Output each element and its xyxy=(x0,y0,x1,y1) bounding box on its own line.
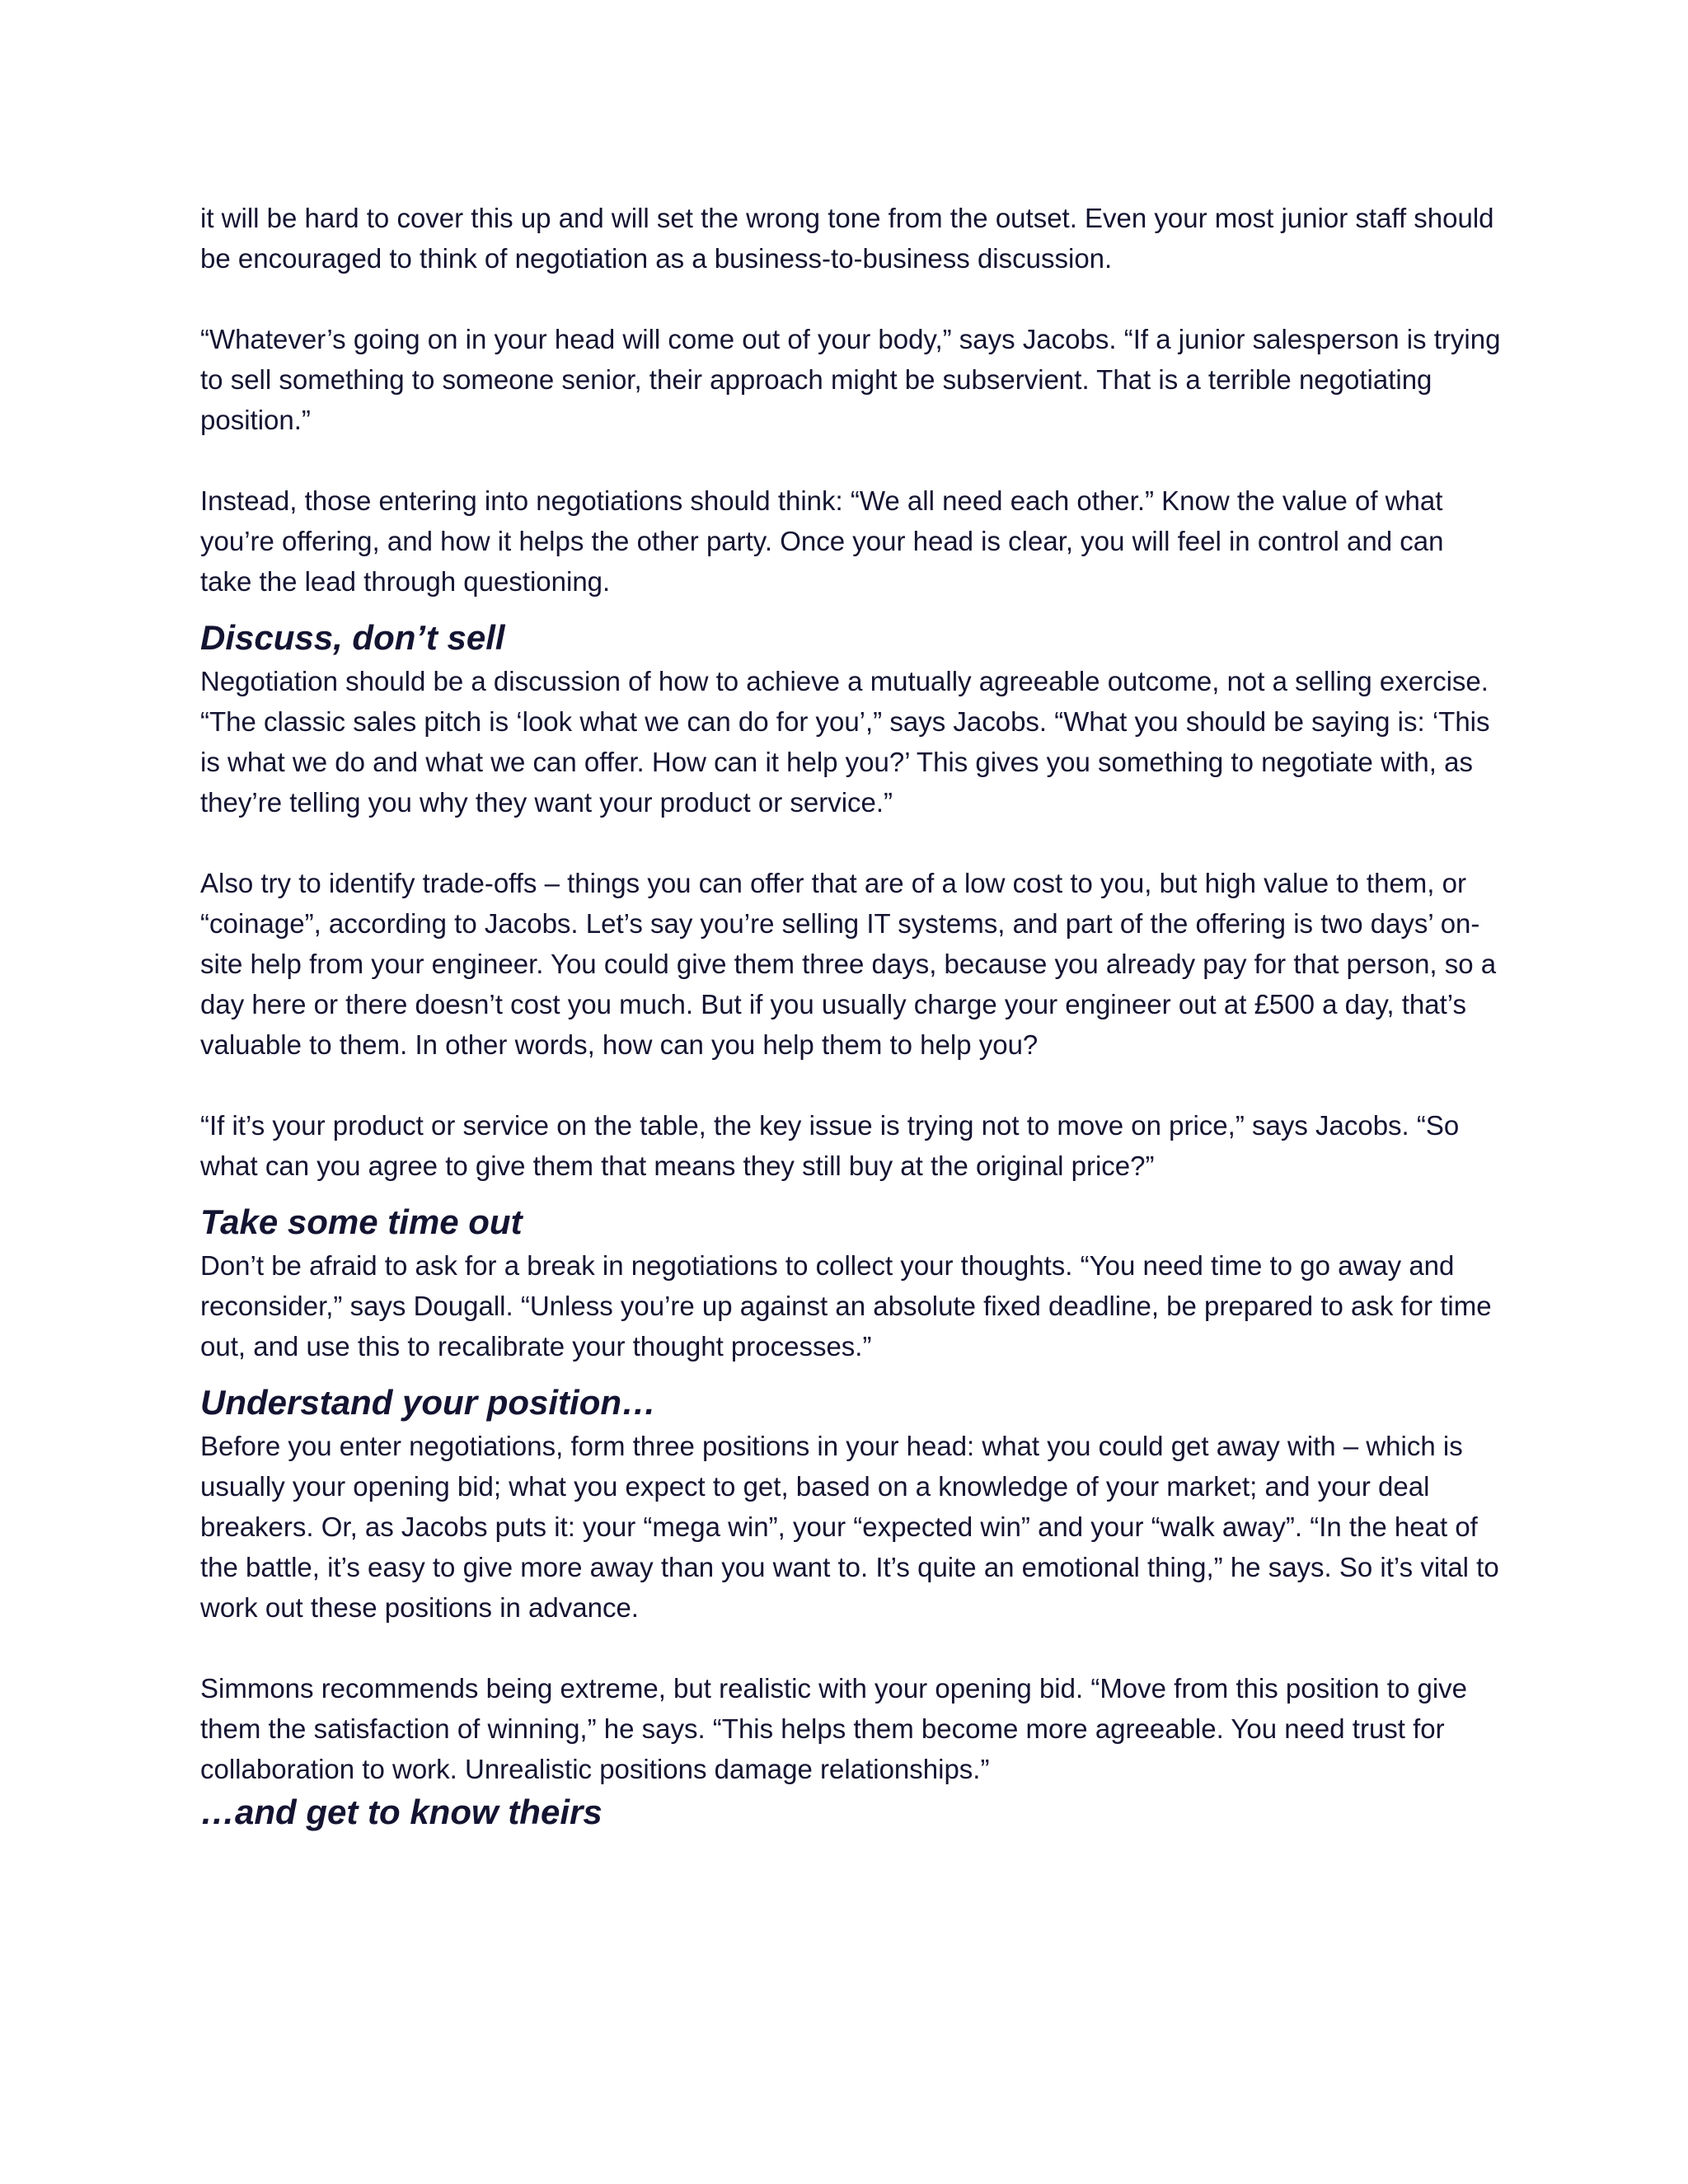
paragraph-break: Don’t be afraid to ask for a break in negotiations to collect your thoughts. “You need time to go away and reconsider,” says Dougall. “Unless you’re up against an absolute fixed deadline, be prepared to ask for time out, and use this to recalibrate your thought processes.” xyxy=(200,1250,1492,1361)
paragraph-jacobs-quote: “Whatever’s going on in your head will come out of your body,” says Jacobs. “If a junior salesperson is trying to sell something to someone senior, their approach might be subservient. That is a terrible negotiating position.” xyxy=(200,324,1501,435)
paragraph-trade-offs: Also try to identify trade-offs – things you can offer that are of a low cost to you, but high value to them, or “coinage”, according to Jacobs. Let’s say you’re selling IT systems, and part of the offering is two days’ on-site help from your engineer. You could give them three days, because you already pay for that person, so a day here or there doesn’t cost you much. But if you usually charge your engineer out at £500 a day, that’s valuable to them. In other words, how can you help them to help you? xyxy=(200,868,1497,1060)
heading-understand-position: Understand your position… xyxy=(200,1383,657,1422)
heading-take-time-out: Take some time out xyxy=(200,1202,523,1241)
paragraph-opening-bid: Simmons recommends being extreme, but realistic with your opening bid. “Move from this position to give them the satisfaction of winning,” he says. “This helps them become more agreeable. You need trust for collaboration to work. Unrealistic positions damage relationships.” xyxy=(200,1673,1468,1784)
heading-know-theirs: …and get to know theirs xyxy=(200,1793,603,1831)
paragraph-price: “If it’s your product or service on the table, the key issue is trying not to move on price,” says Jacobs. “So what can you agree to give them that means they still buy at the original price?” xyxy=(200,1110,1460,1181)
paragraph-discussion: Negotiation should be a discussion of how to achieve a mutually agreeable outcome, not a selling exercise. “The classic sales pitch is ‘look what we can do for you’,” says Jacobs. “What you should be saying is: ‘This is what we do and what we can offer. How can it help you?’ This gives you something to negotiate with, as they’re telling you why they want your product or service.” xyxy=(200,666,1490,818)
article-page xyxy=(200,198,1503,1835)
heading-discuss-dont-sell: Discuss, don’t sell xyxy=(200,618,505,657)
paragraph-need-each-other: Instead, those entering into negotiations should think: “We all need each other.” Know the value of what you’re offering, and how it helps the other party. Once your head is clear, you will feel in control and can take the lead through questioning. xyxy=(200,485,1444,597)
paragraph-tone: it will be hard to cover this up and will set the wrong tone from the outset. Even your most junior staff should be encouraged to think of negotiation as a business-to-business discussion. xyxy=(200,203,1494,274)
paragraph-three-positions: Before you enter negotiations, form three positions in your head: what you could get away with – which is usually your opening bid; what you expect to get, based on a knowledge of your market; and your deal breakers. Or, as Jacobs puts it: your “mega win”, your “expected win” and your “walk away”. “In the heat of the battle, it’s easy to give more away than you want to. It’s quite an emotional thing,” he says. So it’s vital to work out these positions in advance. xyxy=(200,1431,1499,1623)
